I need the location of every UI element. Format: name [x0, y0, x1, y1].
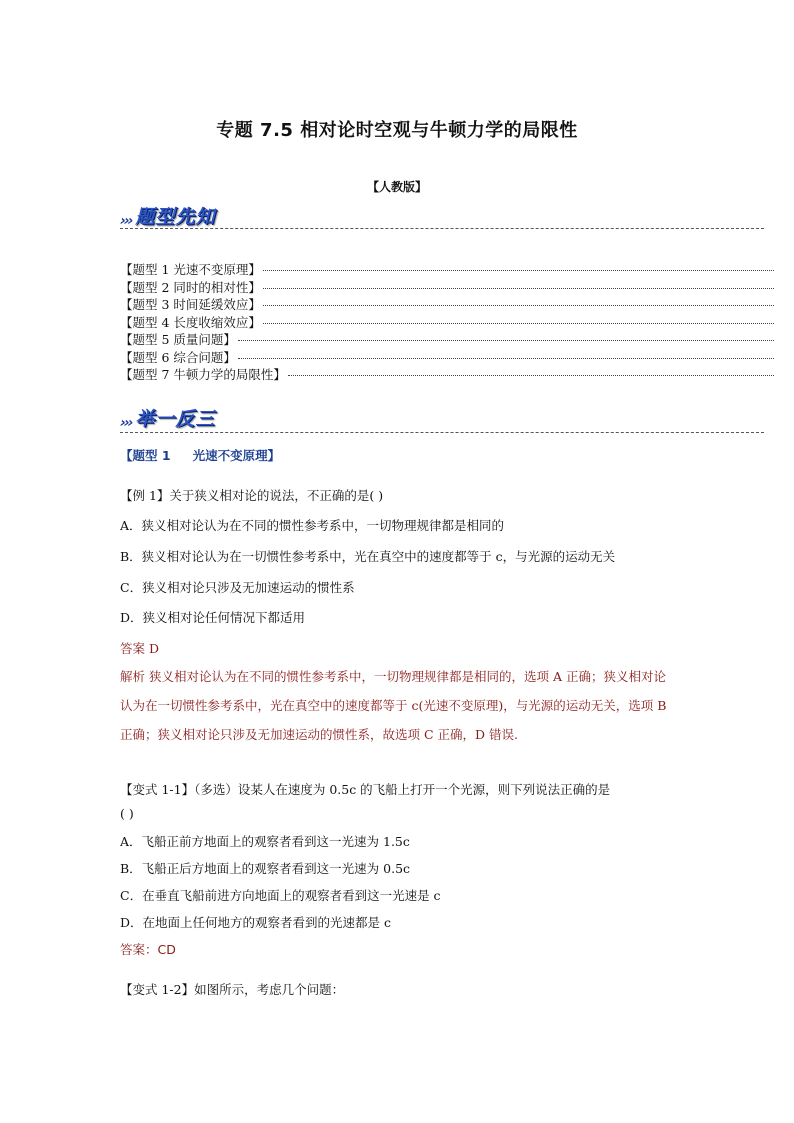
dot-leader	[263, 305, 774, 306]
option-b: B．狭义相对论认为在一切惯性参考系中，光在真空中的速度都等于 c，与光源的运动无关	[120, 549, 616, 564]
variant-question: 【变式 1-2】如图所示，考虑几个问题：	[120, 982, 345, 997]
table-of-contents	[120, 260, 774, 383]
dot-leader	[263, 288, 774, 289]
variant-question: 【变式 1-1】（多选）设某人在速度为 0.5c 的飞船上打开一个光源，则下列说法正确的是	[120, 782, 611, 797]
toc-label: 【题型 1 光速不变原理】	[120, 262, 261, 277]
example-question: 【例 1】关于狭义相对论的说法，不正确的是( )	[120, 488, 384, 503]
toc-item[interactable]	[120, 313, 774, 331]
option-c: C．在垂直飞船前进方向地面上的观察者看到这一光速是 c	[120, 888, 441, 903]
answer: 答案：CD	[120, 942, 176, 957]
toc-item[interactable]	[120, 278, 774, 296]
banner-topic-preview	[117, 202, 216, 229]
dot-leader	[263, 323, 774, 324]
toc-label: 【题型 5 质量问题】	[120, 332, 236, 347]
dot-leader	[263, 270, 774, 271]
dot-leader	[238, 340, 774, 341]
section-name: 光速不变原理】	[192, 448, 281, 463]
toc-item[interactable]	[120, 330, 774, 348]
option-b: B．飞船正后方地面上的观察者看到这一光速为 0.5c	[120, 861, 411, 876]
page-title: 专题 7.5 相对论时空观与牛顿力学的局限性	[216, 120, 578, 141]
banner-title: 举一反三	[135, 408, 216, 430]
option-a: A．飞船正前方地面上的观察者看到这一光速为 1.5c	[120, 834, 410, 849]
toc-label: 【题型 3 时间延缓效应】	[120, 297, 261, 312]
toc-item[interactable]	[120, 348, 774, 366]
dot-leader	[288, 375, 774, 376]
option-d: D．在地面上任何地方的观察者看到的光速都是 c	[120, 915, 391, 930]
divider	[120, 432, 764, 433]
toc-label: 【题型 2 同时的相对性】	[120, 279, 261, 295]
triple-arrow-icon: ›››	[117, 213, 134, 229]
toc-label: 【题型 7 牛顿力学的局限性】	[120, 367, 286, 382]
solution-text: 解析 狭义相对论认为在不同的惯性参考系中，一切物理规律都是相同的，选项 A 正确；狭义相对论认为在一切惯性参考系中，光在真空中的速度都等于 c(光速不变原理)，与光源的运动无关，选项 B 正确；狭义相对论只涉及无加速运动的惯性系，故选项 C 正确，D 错误.	[120, 669, 667, 742]
toc-label: 【题型 4 长度收缩效应】	[120, 314, 261, 330]
answer: 答案 D	[120, 641, 159, 656]
option-d: D．狭义相对论任何情况下都适用	[120, 610, 306, 625]
section-number: 【题型 1	[120, 448, 171, 463]
edition-label: 【人教版】	[366, 180, 427, 194]
option-c: C．狭义相对论只涉及无加速运动的惯性系	[120, 580, 355, 595]
triple-arrow-icon: ›››	[117, 415, 134, 431]
variant-question-bracket: ( )	[120, 806, 134, 821]
option-a: A．狭义相对论认为在不同的惯性参考系中，一切物理规律都是相同的	[120, 518, 505, 533]
divider	[120, 228, 764, 229]
toc-item[interactable]	[120, 365, 774, 383]
toc-label: 【题型 6 综合问题】	[120, 349, 236, 365]
toc-item[interactable]	[120, 295, 774, 313]
section-heading	[120, 446, 280, 464]
banner-examples	[117, 404, 216, 431]
banner-title: 题型先知	[135, 206, 216, 228]
dot-leader	[238, 358, 774, 359]
toc-item[interactable]	[120, 260, 774, 278]
